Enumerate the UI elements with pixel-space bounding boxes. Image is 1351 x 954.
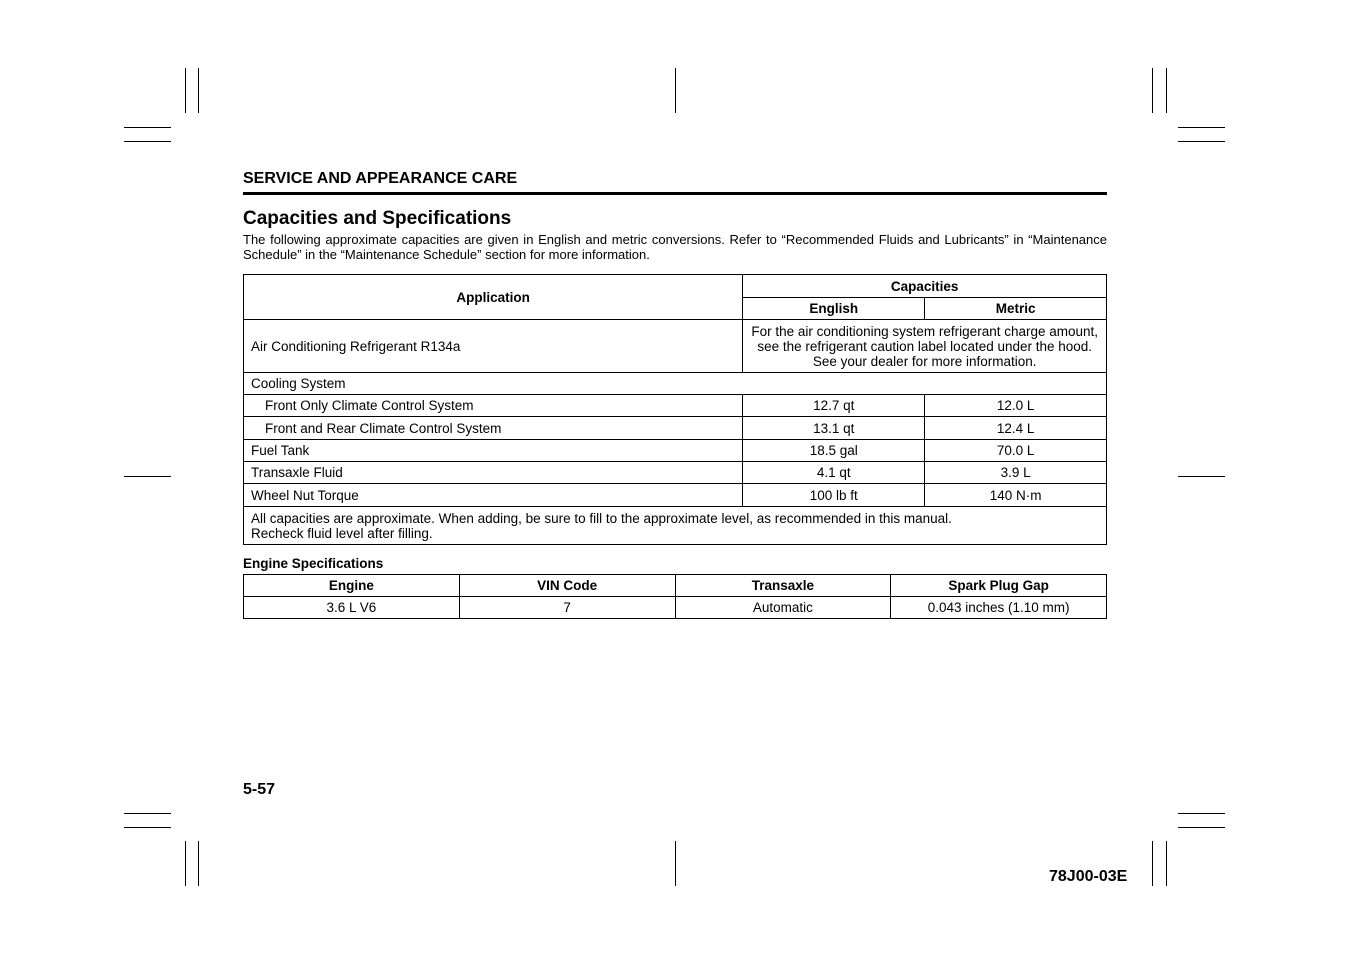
crop-mark bbox=[185, 841, 186, 886]
crop-mark bbox=[1166, 841, 1167, 886]
crop-mark bbox=[198, 841, 199, 886]
crop-mark bbox=[1152, 841, 1153, 886]
crop-mark bbox=[124, 127, 171, 128]
row-metric: 3.9 L bbox=[925, 462, 1107, 484]
row-english: 4.1 qt bbox=[743, 462, 925, 484]
crop-mark bbox=[198, 68, 199, 113]
footnote-line: Recheck fluid level after filling. bbox=[251, 525, 433, 541]
crop-mark bbox=[185, 68, 186, 113]
row-metric: 140 N·m bbox=[925, 484, 1107, 507]
crop-mark bbox=[1178, 813, 1225, 814]
section-header: SERVICE AND APPEARANCE CARE bbox=[243, 170, 518, 187]
crop-mark bbox=[124, 827, 171, 828]
row-application: Fuel Tank bbox=[244, 440, 743, 462]
table-row bbox=[244, 484, 1107, 507]
document-code: 78J00-03E bbox=[1049, 868, 1128, 885]
table-row bbox=[244, 507, 1107, 545]
crop-mark bbox=[675, 841, 676, 886]
table-row bbox=[244, 417, 1107, 440]
header-capacities: Capacities bbox=[743, 275, 1107, 298]
crop-mark bbox=[1178, 476, 1225, 477]
intro-paragraph: The following approximate capacities are given in English and metric conversions. Refer to “Recommended Fluids and Lubricants” in “Maintenance Schedule” in the “Maintenance Schedule” section for more information. bbox=[243, 232, 1107, 262]
engine-specs-table bbox=[243, 574, 1107, 619]
page-title: Capacities and Specifications bbox=[243, 208, 512, 229]
table-row bbox=[244, 597, 1107, 619]
crop-mark bbox=[1152, 68, 1153, 113]
header-engine: Engine bbox=[244, 575, 460, 597]
crop-mark bbox=[1178, 141, 1225, 142]
row-application: Wheel Nut Torque bbox=[244, 484, 743, 507]
table-row bbox=[244, 462, 1107, 484]
row-english: 100 lb ft bbox=[743, 484, 925, 507]
row-application: Front and Rear Climate Control System bbox=[244, 417, 743, 440]
header-transaxle: Transaxle bbox=[675, 575, 891, 597]
capacities-table bbox=[243, 274, 1107, 545]
cell-vin-code: 7 bbox=[459, 597, 675, 619]
ac-application: Air Conditioning Refrigerant R134a bbox=[244, 320, 743, 373]
crop-mark bbox=[675, 68, 676, 113]
crop-mark bbox=[1178, 127, 1225, 128]
table-row bbox=[244, 440, 1107, 462]
row-application: Transaxle Fluid bbox=[244, 462, 743, 484]
row-english: 12.7 qt bbox=[743, 395, 925, 417]
table-row bbox=[244, 373, 1107, 395]
cell-engine: 3.6 L V6 bbox=[244, 597, 460, 619]
row-application: Front Only Climate Control System bbox=[244, 395, 743, 417]
cell-spark-plug-gap: 0.043 inches (1.10 mm) bbox=[891, 597, 1107, 619]
header-rule bbox=[243, 192, 1107, 195]
footnote-line: All capacities are approximate. When adding, be sure to fill to the approximate level, as recommended in this manual. bbox=[251, 510, 952, 526]
row-metric: 12.0 L bbox=[925, 395, 1107, 417]
header-vin-code: VIN Code bbox=[459, 575, 675, 597]
crop-mark bbox=[124, 813, 171, 814]
table-row bbox=[244, 395, 1107, 417]
ac-note: For the air conditioning system refrigerant charge amount, see the refrigerant caution label located under the hood. See your dealer for more information. bbox=[743, 320, 1107, 373]
cell-transaxle: Automatic bbox=[675, 597, 891, 619]
header-metric: Metric bbox=[925, 298, 1107, 320]
row-metric: 12.4 L bbox=[925, 417, 1107, 440]
header-spark-plug-gap: Spark Plug Gap bbox=[891, 575, 1107, 597]
engine-specs-title: Engine Specifications bbox=[243, 556, 384, 571]
table-row bbox=[244, 320, 1107, 373]
crop-mark bbox=[124, 476, 171, 477]
row-english: 13.1 qt bbox=[743, 417, 925, 440]
table-footnote bbox=[244, 507, 1107, 545]
crop-mark bbox=[1166, 68, 1167, 113]
header-english: English bbox=[743, 298, 925, 320]
header-application: Application bbox=[244, 275, 743, 320]
crop-mark bbox=[1178, 827, 1225, 828]
cooling-system-label: Cooling System bbox=[244, 373, 1107, 395]
page-number: 5-57 bbox=[243, 781, 276, 798]
row-metric: 70.0 L bbox=[925, 440, 1107, 462]
row-english: 18.5 gal bbox=[743, 440, 925, 462]
crop-mark bbox=[124, 141, 171, 142]
